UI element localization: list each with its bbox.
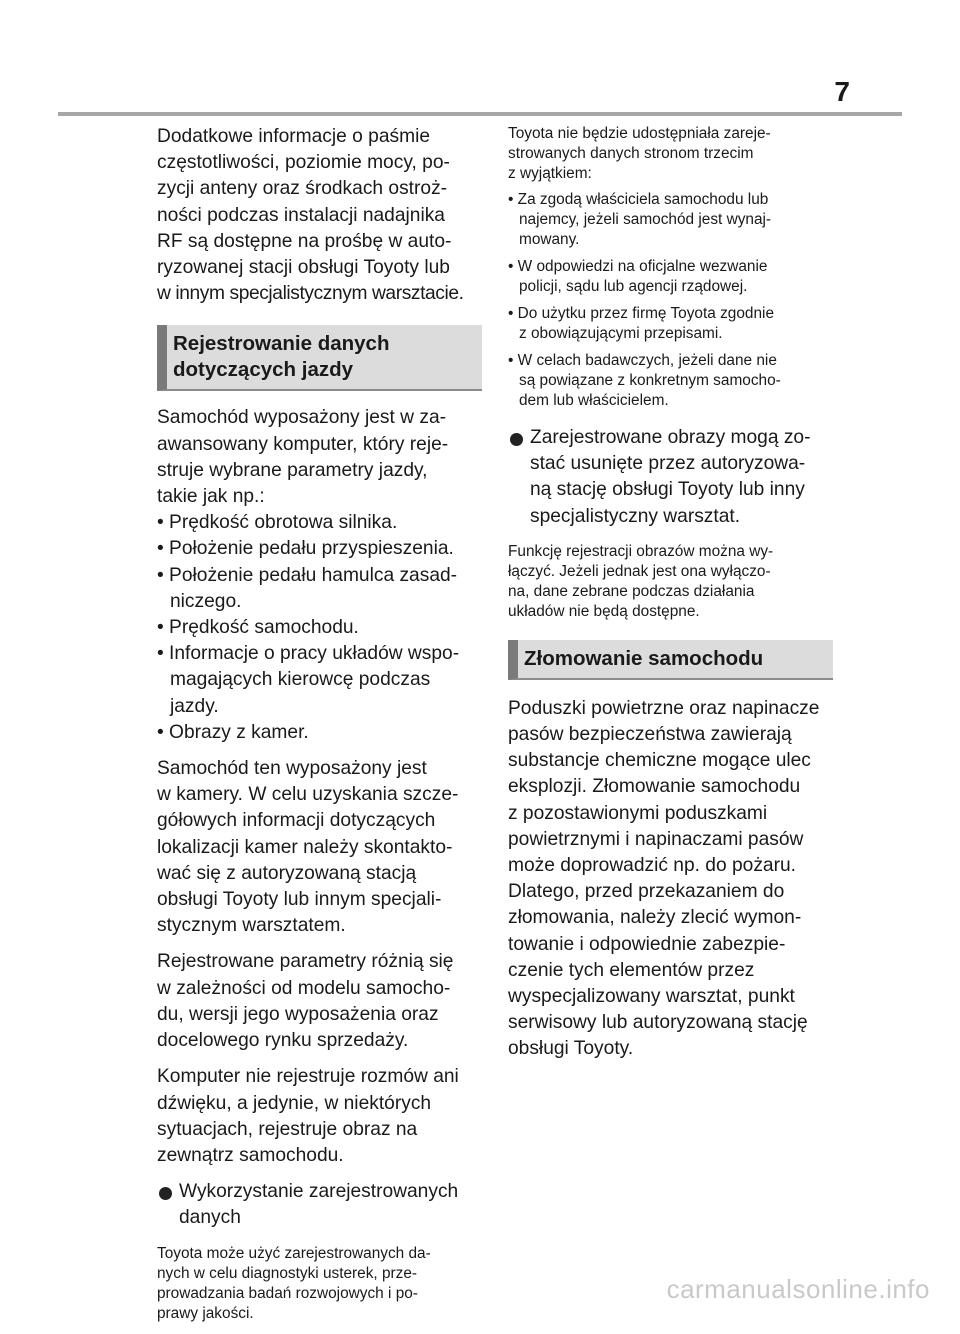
text-line: zewnątrz samochodu. — [157, 1144, 344, 1166]
section-heading-data-recording — [157, 325, 482, 391]
list-item: • Informacje o pracy układów wspo- — [157, 643, 460, 665]
text-line: ryzowanej stacji obsługi Toyoty lub — [157, 257, 450, 279]
text-line: towanie i odpowiednie zabezpie- — [508, 933, 786, 955]
text-line: eksplozji. Złomowanie samochodu — [508, 776, 801, 798]
heading-line: Złomowanie samochodu — [524, 646, 764, 670]
text-line: Toyota nie będzie udostępniała zareje- — [508, 125, 771, 142]
list-item: • W celach badawczych, jeżeli dane nie — [508, 352, 777, 369]
bullet-dot-icon — [159, 1187, 172, 1200]
text-line: nych w celu diagnostyki usterek, prze- — [157, 1264, 418, 1282]
list-item: • Prędkość samochodu. — [157, 617, 359, 639]
list-item-continuation: dem lub właścicielem. — [519, 392, 669, 409]
subheading-line: Zarejestrowane obrazy mogą zo- — [530, 427, 811, 448]
text-line: gółowych informacji dotyczących — [157, 810, 436, 832]
text-line: wać się z autoryzowaną stacją — [157, 862, 417, 884]
list-item-continuation: mowany. — [519, 231, 580, 248]
text-line: takie jak np.: — [157, 486, 265, 508]
paragraph-parameters-vary — [157, 949, 482, 1054]
subheading-line: ną stację obsługi Toyoty lub inny — [530, 479, 805, 501]
list-item-continuation: policji, sądu lub agencji rządowej. — [519, 278, 748, 295]
paragraph-no-audio — [157, 1064, 482, 1169]
text-line: układów nie będą dostępne. — [508, 602, 700, 620]
heading-line: dotyczących jazdy — [173, 358, 354, 382]
heading-line: Rejestrowanie danych — [173, 332, 390, 356]
subheading-line: specjalistyczny warsztat. — [530, 505, 741, 527]
list-item-continuation: jazdy. — [170, 695, 219, 717]
paragraph-cameras — [157, 756, 482, 939]
text-line: Dodatkowe informacje o paśmie — [157, 126, 431, 147]
subheading-line: danych — [179, 1207, 241, 1229]
text-line: strowanych danych stronom trzecim — [508, 145, 754, 162]
subheading-line: Wykorzystanie zarejestrowanych — [179, 1181, 459, 1203]
text-line: wyspecjalizowany warsztat, punkt — [508, 986, 795, 1008]
section-heading-scrapping — [508, 640, 833, 680]
list-item: • Położenie pedału przyspieszenia. — [157, 538, 454, 560]
text-line: Samochód ten wyposażony jest — [157, 758, 427, 780]
list-item: • Obrazy z kamer. — [157, 721, 309, 743]
subheading-use-of-data — [157, 1179, 482, 1231]
paragraph-scrapping — [508, 696, 833, 1063]
exceptions-list — [508, 190, 833, 411]
text-line: częstotliwości, poziomie mocy, po- — [157, 152, 450, 174]
paragraph-data-usage — [157, 1244, 482, 1324]
list-item: • Za zgodą właściciela samochodu lub — [508, 191, 769, 208]
subheading-line: stać usunięte przez autoryzowa- — [530, 453, 806, 475]
text-line: czenie tych elementów przez — [508, 959, 755, 981]
text-line: obsługi Toyoty. — [508, 1038, 634, 1060]
text-line: może doprowadzić np. do pożaru. — [508, 855, 796, 877]
header-rule — [58, 112, 902, 116]
bullet-dot-icon — [510, 433, 523, 446]
text-line: ności podczas instalacji nadajnika — [157, 204, 445, 226]
text-line: zycji anteny oraz środkach ostroż- — [157, 178, 448, 200]
text-line: prawy jakości. — [157, 1304, 254, 1322]
text-line: Dlatego, przed przekazaniem do — [508, 881, 785, 903]
text-line: z wyjątkiem: — [508, 165, 592, 182]
list-item-continuation: niczego. — [170, 590, 242, 612]
text-line: RF są dostępne na prośbę w auto- — [157, 230, 452, 252]
text-line: Samochód wyposażony jest w za- — [157, 407, 447, 429]
watermark: carmanualsonline.info — [666, 1274, 930, 1304]
paragraph-disable-recording — [508, 542, 833, 622]
text-line: w innym specjalistycznym warsztacie. — [157, 283, 464, 305]
list-item: • W odpowiedzi na oficjalne wezwanie — [508, 258, 768, 275]
text-line: Poduszki powietrzne oraz napinacze — [508, 697, 820, 719]
text-line: obsługi Toyoty lub innym specjali- — [157, 889, 442, 911]
paragraph-rf-info — [157, 124, 482, 307]
text-line: Komputer nie rejestruje rozmów ani — [157, 1066, 459, 1088]
list-item-continuation: magających kierowcę podczas — [170, 669, 431, 691]
text-line: serwisowy lub autoryzowaną stację — [508, 1012, 808, 1034]
text-line: stycznym warsztatem. — [157, 915, 346, 937]
list-item-continuation: najemcy, jeżeli samochód jest wynaj- — [519, 211, 772, 228]
text-line: Toyota może użyć zarejestrowanych da- — [157, 1244, 431, 1262]
right-column — [508, 124, 833, 1073]
text-line: powietrznymi i napinaczami pasów — [508, 828, 804, 850]
text-line: łączyć. Jeżeli jednak jest ona wyłączo- — [508, 562, 771, 580]
list-item: • Prędkość obrotowa silnika. — [157, 512, 398, 534]
text-line: docelowego rynku sprzedaży. — [157, 1030, 409, 1052]
text-line: Funkcję rejestracji obrazów można wy- — [508, 542, 774, 560]
text-line: struje wybrane parametry jazdy, — [157, 459, 428, 481]
text-line: sytuacjach, rejestruje obraz na — [157, 1118, 418, 1140]
page-number: 7 — [834, 76, 850, 107]
text-line: du, wersji jego wyposażenia oraz — [157, 1003, 439, 1025]
subheading-images-deletion — [508, 425, 833, 530]
text-line: na, dane zebrane podczas działania — [508, 582, 755, 600]
paragraph-third-parties — [508, 124, 833, 184]
paragraph-computer-intro — [157, 405, 482, 510]
text-line: dźwięku, a jedynie, w niektórych — [157, 1092, 432, 1114]
text-line: w kamery. W celu uzyskania szcze- — [157, 784, 459, 806]
text-line: prowadzania badań rozwojowych i po- — [157, 1284, 418, 1302]
list-item-continuation: z obowiązującymi przepisami. — [519, 325, 723, 342]
text-line: lokalizacji kamer należy skontakto- — [157, 836, 453, 858]
text-line: w zależności od modelu samocho- — [157, 977, 451, 999]
recorded-parameters-list — [157, 510, 482, 746]
text-line: złomowania, należy zlecić wymon- — [508, 907, 802, 929]
text-line: z pozostawionymi poduszkami — [508, 802, 768, 824]
text-line: pasów bezpieczeństwa zawierają — [508, 724, 792, 746]
text-line: substancje chemiczne mogące ulec — [508, 750, 811, 772]
list-item: • Do użytku przez firmę Toyota zgodnie — [508, 305, 775, 322]
text-line: awansowany komputer, który reje- — [157, 433, 449, 455]
list-item-continuation: są powiązane z konkretnym samocho- — [519, 372, 781, 389]
text-line: Rejestrowane parametry różnią się — [157, 951, 454, 973]
left-column — [157, 124, 482, 1334]
list-item: • Położenie pedału hamulca zasad- — [157, 564, 458, 586]
